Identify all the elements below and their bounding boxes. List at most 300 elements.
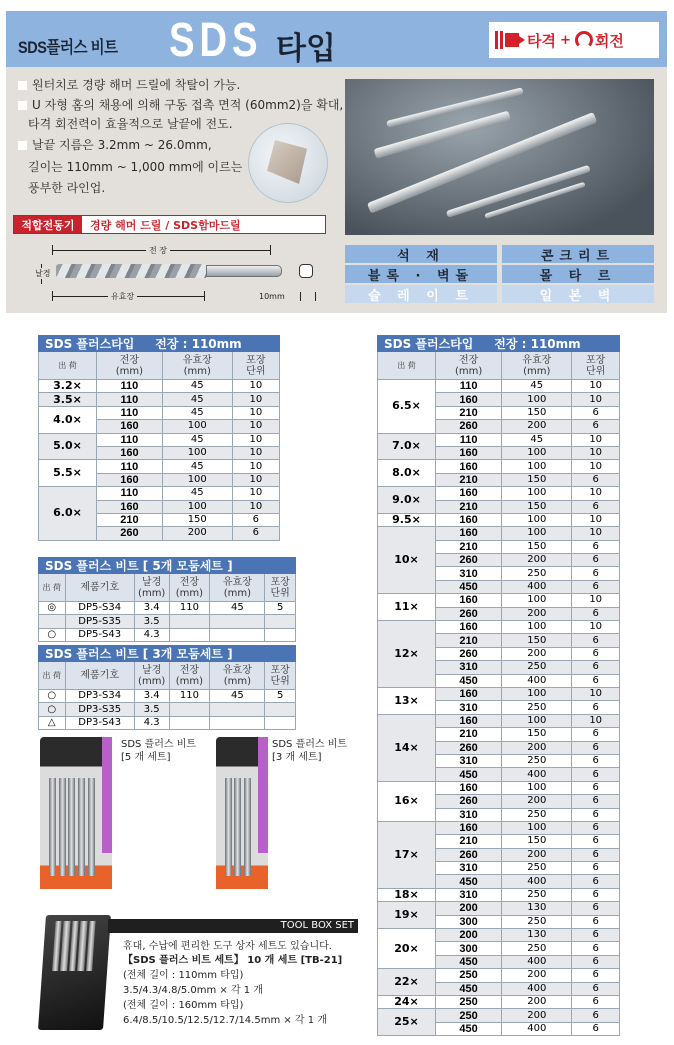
effective-length-cell: 150	[502, 540, 572, 553]
plus-sign: +	[559, 32, 571, 48]
total-length-cell: 300	[436, 915, 502, 928]
total-length-cell: 260	[436, 420, 502, 433]
pack-unit-cell: 10	[572, 433, 620, 446]
title-type: 타입	[276, 31, 336, 66]
product-code-cell: DP3-S35	[65, 703, 134, 716]
pack-unit-cell: 6	[572, 902, 620, 915]
product-code-cell: DP3-S34	[65, 690, 134, 703]
pack-unit-cell: 6	[572, 915, 620, 928]
effective-length-cell: 45	[162, 380, 232, 393]
diameter-cell: 6.5×	[378, 380, 436, 434]
effective-length-cell: 400	[502, 955, 572, 968]
total-length-label: 전 장	[146, 245, 170, 256]
total-length-cell: 160	[436, 393, 502, 406]
toolbox-line-1: 휴대, 수납에 편리한 도구 상자 세트도 있습니다.	[123, 941, 332, 952]
effective-length-cell: 200	[162, 527, 232, 540]
diameter-cell: 10×	[378, 527, 436, 594]
pack-unit-cell: 10	[232, 446, 279, 459]
pack-unit-cell: 10	[232, 473, 279, 486]
table-header-row	[39, 662, 296, 690]
pack-unit-cell: 6	[572, 781, 620, 794]
pack-unit-cell: 10	[572, 594, 620, 607]
column-header: 날경 (mm)	[134, 662, 169, 690]
pack-unit-cell: 6	[572, 420, 620, 433]
product-code-cell: DP5-S35	[65, 615, 134, 628]
bit-tip-closeup-image	[248, 123, 328, 203]
rotation-label: 회전	[594, 31, 624, 50]
pack-5set-image	[40, 737, 112, 902]
table-header-row	[39, 574, 296, 602]
pack-unit-cell: 6	[572, 754, 620, 767]
pack-unit-cell: 5	[265, 690, 296, 703]
pack-unit-cell: 10	[572, 380, 620, 393]
effective-length-cell	[210, 615, 265, 628]
total-length-cell: 200	[436, 902, 502, 915]
pack-unit-cell: 10	[232, 460, 279, 473]
column-header: 날경 (mm)	[134, 574, 169, 602]
table-row	[378, 433, 620, 446]
product-code-cell: DP5-S34	[65, 602, 134, 615]
effective-length-cell: 100	[162, 473, 232, 486]
table-row	[39, 690, 296, 703]
pack-unit-cell: 10	[572, 487, 620, 500]
effective-length-cell: 100	[502, 821, 572, 834]
total-length-cell: 260	[436, 647, 502, 660]
diameter-cell: 8.0×	[378, 460, 436, 487]
diameter-cell: 14×	[378, 714, 436, 781]
total-length-cell: 310	[436, 754, 502, 767]
toolbox-line-2: 【SDS 플러스 비트 세트】 10 개 세트 [TB-21]	[123, 955, 343, 966]
total-length-cell: 110	[169, 602, 210, 615]
effective-length-cell: 45	[502, 433, 572, 446]
diameter-cell: 3.2×	[39, 380, 97, 393]
pack-unit-cell: 6	[572, 500, 620, 513]
table-row	[378, 888, 620, 901]
total-length-cell: 310	[436, 661, 502, 674]
shipping-mark-cell: ○	[39, 703, 66, 716]
total-length-cell: 210	[436, 540, 502, 553]
total-length-cell: 160	[436, 513, 502, 526]
pack-unit-cell: 6	[572, 674, 620, 687]
material-block-brick: 블록 · 벽돌	[345, 265, 497, 283]
table-caption: SDS 플러스타입 전장 : 110mm	[39, 336, 280, 352]
effective-length-cell: 100	[502, 527, 572, 540]
title-subtitle: SDS플러스 비트	[18, 38, 118, 57]
effective-length-cell: 130	[502, 929, 572, 942]
total-length-cell: 300	[436, 942, 502, 955]
total-length-cell: 450	[436, 768, 502, 781]
diameter-cell: 9.0×	[378, 487, 436, 514]
total-length-cell: 260	[436, 607, 502, 620]
column-header: 出 荷	[378, 352, 436, 380]
effective-length-cell: 200	[502, 647, 572, 660]
pack-unit-cell: 6	[572, 821, 620, 834]
total-length-cell: 160	[436, 821, 502, 834]
table-caption: SDS 플러스타입 전장 : 110mm	[378, 336, 620, 352]
column-header: 제품기호	[65, 662, 134, 690]
toolbox-image	[38, 915, 111, 1030]
shipping-mark-cell: ○	[39, 628, 66, 641]
table-row	[378, 995, 620, 1008]
effective-length-cell: 100	[502, 714, 572, 727]
pack-unit-cell: 6	[572, 661, 620, 674]
table-row	[39, 380, 280, 393]
set5-table	[38, 557, 296, 642]
effective-length-cell: 200	[502, 848, 572, 861]
effective-length-cell: 250	[502, 661, 572, 674]
bullet-2: U 자형 홈의 채용에 의해 구동 접촉 면적 (60mm2)을 확대,	[18, 95, 343, 115]
pack-unit-cell: 6	[572, 835, 620, 848]
pack-unit-cell	[265, 615, 296, 628]
total-length-cell: 160	[436, 460, 502, 473]
table-row	[378, 527, 620, 540]
effective-length-cell: 150	[162, 513, 232, 526]
diameter-cell: 16×	[378, 781, 436, 821]
effective-length-cell: 400	[502, 982, 572, 995]
hammer-icon	[505, 33, 519, 47]
total-length-cell: 160	[436, 621, 502, 634]
material-slate: 슬 레 이 트	[345, 285, 497, 303]
effective-length-cell: 200	[502, 607, 572, 620]
diameter-cell: 7.0×	[378, 433, 436, 460]
square-bullet-icon	[18, 141, 27, 150]
pack-unit-cell: 10	[232, 380, 279, 393]
pack-unit-cell: 6	[572, 995, 620, 1008]
total-length-cell	[169, 628, 210, 641]
title-sds: SDS	[169, 14, 263, 67]
pack-5set-caption: SDS 플러스 비트 [5 개 세트]	[121, 739, 197, 763]
effective-length-cell: 150	[502, 500, 572, 513]
table-row	[39, 460, 280, 473]
diameter-cell: 6.0×	[39, 487, 97, 541]
table-row	[378, 594, 620, 607]
total-length-cell: 450	[436, 674, 502, 687]
product-code-cell: DP5-S43	[65, 628, 134, 641]
product-code-cell: DP3-S43	[65, 716, 134, 729]
diameter-cell: 5.0×	[39, 433, 97, 460]
toolbox-set-bar: TOOL BOX SET	[108, 919, 358, 933]
total-length-cell: 260	[436, 741, 502, 754]
pack-unit-cell: 6	[572, 888, 620, 901]
table-row	[39, 487, 280, 500]
effective-length-cell: 45	[210, 690, 265, 703]
total-length-cell: 450	[436, 955, 502, 968]
pack-3set-image	[216, 737, 268, 902]
table-row	[378, 821, 620, 834]
table-row	[378, 460, 620, 473]
effective-length-cell: 100	[502, 621, 572, 634]
pack-unit-cell: 10	[572, 621, 620, 634]
shipping-mark-cell	[39, 615, 66, 628]
pack-unit-cell: 6	[572, 607, 620, 620]
shipping-mark-cell: ○	[39, 690, 66, 703]
pack-unit-cell: 6	[572, 647, 620, 660]
column-header: 전장 (mm)	[169, 574, 210, 602]
diameter-cell: 5.5×	[39, 460, 97, 487]
total-length-cell: 210	[436, 473, 502, 486]
pack-unit-cell: 6	[572, 554, 620, 567]
effective-length-cell: 45	[162, 460, 232, 473]
total-length-cell: 310	[436, 567, 502, 580]
effective-length-cell: 100	[162, 446, 232, 459]
effective-length-cell: 150	[502, 634, 572, 647]
total-length-cell: 160	[97, 446, 163, 459]
effective-length-cell: 400	[502, 875, 572, 888]
total-length-cell: 160	[436, 687, 502, 700]
diameter-cell: 20×	[378, 929, 436, 969]
pack-unit-cell: 10	[572, 460, 620, 473]
effective-length-cell: 130	[502, 902, 572, 915]
table-caption-row	[39, 646, 296, 662]
pack-unit-cell: 6	[572, 701, 620, 714]
applicable-materials	[345, 245, 654, 305]
pack-3set-caption: SDS 플러스 비트 [3 개 세트]	[272, 739, 348, 763]
column-header: 포장 단위	[572, 352, 620, 380]
material-stone: 석 재	[345, 245, 497, 263]
table-row	[378, 929, 620, 942]
table-caption-row	[39, 336, 280, 352]
table-caption-row	[378, 336, 620, 352]
spec-table-left	[38, 335, 280, 541]
pack-unit-cell: 6	[572, 982, 620, 995]
total-length-cell: 160	[97, 473, 163, 486]
column-header: 유효장 (mm)	[162, 352, 232, 380]
total-length-cell: 310	[436, 808, 502, 821]
total-length-cell: 250	[436, 1009, 502, 1022]
pack-unit-cell: 6	[572, 580, 620, 593]
pack-unit-cell: 6	[572, 955, 620, 968]
effective-length-cell: 250	[502, 754, 572, 767]
effective-length-cell: 400	[502, 1022, 572, 1035]
table-row	[39, 628, 296, 641]
pack-unit-cell: 10	[232, 487, 279, 500]
drill-bit-illustration	[56, 262, 286, 280]
pack-unit-cell	[265, 716, 296, 729]
column-header: 유효장 (mm)	[502, 352, 572, 380]
total-length-cell: 450	[436, 875, 502, 888]
effective-length-cell: 250	[502, 862, 572, 875]
pack-unit-cell: 6	[572, 1009, 620, 1022]
total-length-cell: 210	[436, 835, 502, 848]
total-length-cell: 310	[436, 862, 502, 875]
table-row	[378, 1009, 620, 1022]
total-length-cell: 260	[97, 527, 163, 540]
square-bullet-icon	[18, 101, 27, 110]
effective-length-cell: 250	[502, 915, 572, 928]
effective-length-cell: 100	[502, 487, 572, 500]
effective-length-cell: 200	[502, 969, 572, 982]
column-header: 포장 단위	[265, 574, 296, 602]
toolbox-line-3: (전체 길이 : 110mm 타입)	[123, 970, 244, 981]
pack-unit-cell: 10	[572, 446, 620, 459]
effective-length-cell: 150	[502, 835, 572, 848]
effective-length-cell: 100	[502, 594, 572, 607]
pack-unit-cell: 6	[572, 768, 620, 781]
effective-length-cell: 150	[502, 473, 572, 486]
pack-unit-cell: 10	[572, 687, 620, 700]
pack-unit-cell: 6	[572, 540, 620, 553]
total-length-cell: 210	[436, 728, 502, 741]
diameter-cell: 22×	[378, 969, 436, 996]
diameter-label: 날경	[32, 268, 53, 279]
set3-table	[38, 645, 296, 730]
toolbox-line-5: (전체 길이 : 160mm 타입)	[123, 1000, 244, 1011]
diameter-cell: 24×	[378, 995, 436, 1008]
table-row	[378, 487, 620, 500]
column-header: 出 荷	[39, 352, 97, 380]
table-row	[39, 703, 296, 716]
column-header: 전장 (mm)	[436, 352, 502, 380]
total-length-cell: 110	[97, 393, 163, 406]
pack-unit-cell: 10	[572, 393, 620, 406]
diameter-cell: 3.5×	[39, 393, 97, 406]
total-length-cell: 310	[436, 888, 502, 901]
column-header: 포장 단위	[265, 662, 296, 690]
diameter-cell: 17×	[378, 821, 436, 888]
effective-length-cell: 250	[502, 701, 572, 714]
column-header: 出 荷	[39, 574, 66, 602]
toolbox-line-4: 3.5/4.3/4.8/5.0mm × 각 1 개	[123, 985, 263, 996]
pack-unit-cell: 6	[572, 862, 620, 875]
total-length-cell: 210	[436, 406, 502, 419]
effective-length-cell: 250	[502, 942, 572, 955]
table-row	[39, 602, 296, 615]
total-length-cell: 110	[97, 406, 163, 419]
table-row	[378, 781, 620, 794]
total-length-cell	[169, 703, 210, 716]
pack-unit-cell: 10	[232, 393, 279, 406]
effective-length-cell: 200	[502, 795, 572, 808]
pack-unit-cell: 6	[572, 741, 620, 754]
effective-length-cell: 150	[502, 728, 572, 741]
effective-length-cell: 45	[162, 393, 232, 406]
effective-length-cell: 100	[162, 500, 232, 513]
effective-length-cell	[210, 716, 265, 729]
pack-unit-cell: 6	[572, 728, 620, 741]
shipping-mark-cell: △	[39, 716, 66, 729]
shipping-mark-cell: ◎	[39, 602, 66, 615]
table-row	[39, 716, 296, 729]
total-length-cell: 110	[97, 380, 163, 393]
table-row	[378, 380, 620, 393]
table-caption: SDS 플러스 비트 [ 3개 모둠세트 ]	[39, 646, 296, 662]
pack-unit-cell	[265, 628, 296, 641]
pack-unit-cell: 6	[232, 513, 279, 526]
total-length-cell: 110	[436, 380, 502, 393]
table-row	[378, 687, 620, 700]
diameter-cell: 12×	[378, 621, 436, 688]
effective-length-cell: 250	[502, 808, 572, 821]
diameter-cell: 9.5×	[378, 513, 436, 526]
bullet-3-cont-1: 길이는 110mm ~ 1,000 mm에 이르는	[28, 160, 243, 174]
total-length-cell: 260	[436, 795, 502, 808]
column-header: 전장 (mm)	[169, 662, 210, 690]
total-length-cell: 160	[436, 714, 502, 727]
bullet-2-cont: 타격 회전력이 효율적으로 날끝에 전도.	[28, 117, 233, 131]
diameter-cell: 13×	[378, 687, 436, 714]
diameter-cell: 4.0×	[39, 406, 97, 433]
effective-length-cell: 100	[502, 446, 572, 459]
total-length-cell: 210	[436, 500, 502, 513]
pack-unit-cell: 6	[572, 406, 620, 419]
pack-unit-cell: 6	[572, 929, 620, 942]
pack-unit-cell: 6	[572, 1022, 620, 1035]
column-header: 出 荷	[39, 662, 66, 690]
pack-unit-cell: 5	[265, 602, 296, 615]
pack-unit-cell: 6	[232, 527, 279, 540]
diameter-cell: 3.4	[134, 602, 169, 615]
column-header: 제품기호	[65, 574, 134, 602]
total-length-cell: 450	[436, 982, 502, 995]
total-length-cell: 160	[97, 500, 163, 513]
total-length-cell: 160	[436, 594, 502, 607]
table-header-row	[378, 352, 620, 380]
total-length-cell	[169, 716, 210, 729]
pack-unit-cell: 10	[572, 527, 620, 540]
table-row	[39, 393, 280, 406]
pack-unit-cell: 6	[572, 795, 620, 808]
effective-length-cell: 400	[502, 768, 572, 781]
total-length-cell: 450	[436, 580, 502, 593]
pack-unit-cell: 10	[572, 513, 620, 526]
total-length-cell: 260	[436, 554, 502, 567]
total-length-cell: 210	[97, 513, 163, 526]
pack-unit-cell: 6	[572, 969, 620, 982]
compatible-tools	[13, 215, 326, 234]
table-row	[378, 969, 620, 982]
diameter-cell: 4.3	[134, 628, 169, 641]
diameter-cell: 18×	[378, 888, 436, 901]
table-row	[39, 406, 280, 419]
effective-length-cell: 45	[210, 602, 265, 615]
effective-length-cell: 150	[502, 406, 572, 419]
table-header-row	[39, 352, 280, 380]
pack-unit-cell: 10	[232, 420, 279, 433]
shank-cross-section-icon	[299, 264, 313, 278]
pack-unit-cell: 6	[572, 942, 620, 955]
column-header: 유효장 (mm)	[210, 574, 265, 602]
effective-length-cell: 45	[162, 433, 232, 446]
total-length-cell: 110	[97, 487, 163, 500]
pack-unit-cell: 6	[572, 634, 620, 647]
title-banner	[6, 11, 667, 67]
pack-unit-cell: 10	[232, 433, 279, 446]
total-length-cell: 110	[97, 460, 163, 473]
total-length-cell: 160	[436, 781, 502, 794]
total-length-cell: 200	[436, 929, 502, 942]
column-header: 유효장 (mm)	[210, 662, 265, 690]
pack-unit-cell: 6	[572, 567, 620, 580]
total-length-cell: 250	[436, 969, 502, 982]
total-length-cell: 160	[436, 446, 502, 459]
material-japanese-wall: 일 본 벽	[502, 285, 654, 303]
column-header: 전장 (mm)	[97, 352, 163, 380]
total-length-cell	[169, 615, 210, 628]
diameter-cell: 25×	[378, 1009, 436, 1036]
diameter-cell: 11×	[378, 594, 436, 621]
compatible-tools-label: 적합전동기	[14, 216, 82, 233]
table-row	[378, 621, 620, 634]
effective-length-cell: 100	[502, 781, 572, 794]
toolbox-line-6: 6.4/8.5/10.5/12.5/12.7/14.5mm × 각 1 개	[123, 1015, 327, 1026]
table-row	[378, 714, 620, 727]
total-length-cell: 110	[436, 433, 502, 446]
effective-length-cell: 400	[502, 580, 572, 593]
effective-length-cell: 45	[162, 406, 232, 419]
effective-length-cell: 200	[502, 995, 572, 1008]
drill-bits-photo	[345, 79, 654, 235]
diameter-cell: 4.3	[134, 716, 169, 729]
